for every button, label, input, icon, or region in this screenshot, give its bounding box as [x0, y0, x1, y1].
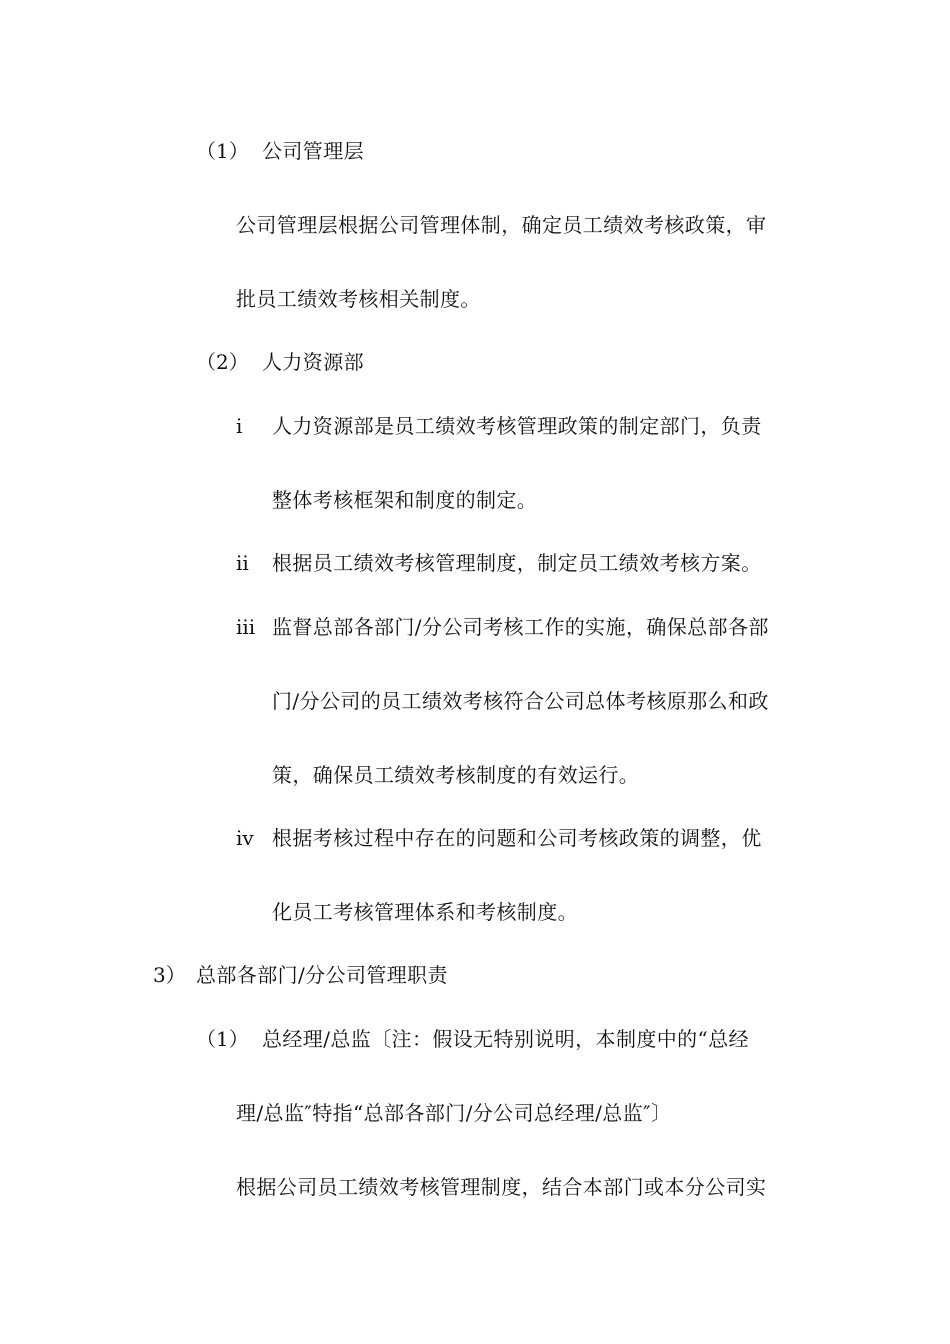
roman-marker: iv	[236, 826, 254, 850]
list-marker: 3）	[153, 963, 186, 987]
list-marker: （1）	[196, 139, 249, 163]
subsection-heading-line: 理/总监″特指“总部各部门/分公司总经理/总监″〕	[236, 1101, 672, 1125]
list-item-line: 化员工考核管理体系和考核制度。	[272, 900, 578, 924]
list-item-line: 监督总部各部门/分公司考核工作的实施，确保总部各部	[272, 615, 769, 639]
paragraph-line: 公司管理层根据公司管理体制，确定员工绩效考核政策，审	[236, 213, 767, 237]
list-item-line: 根据考核过程中存在的问题和公司考核政策的调整，优	[272, 826, 762, 850]
list-item-line: 门/分公司的员工绩效考核符合公司总体考核原那么和政	[272, 689, 769, 713]
section-heading: 总部各部门/分公司管理职责	[196, 963, 448, 987]
list-item-line: 策，确保员工绩效考核制度的有效运行。	[272, 763, 640, 787]
roman-marker: i	[236, 414, 243, 438]
paragraph-line: 根据公司员工绩效考核管理制度，结合本部门或本分公司实	[236, 1175, 767, 1199]
list-item-line: 人力资源部是员工绩效考核管理政策的制定部门，负责	[272, 414, 762, 438]
roman-marker: iii	[236, 615, 256, 639]
list-marker: （1）	[196, 1027, 249, 1051]
list-item-line: 根据员工绩效考核管理制度，制定员工绩效考核方案。	[272, 551, 762, 575]
list-marker: （2）	[196, 350, 249, 374]
section-heading: 公司管理层	[262, 139, 364, 163]
roman-marker: ii	[236, 551, 249, 575]
section-heading: 人力资源部	[262, 350, 364, 374]
paragraph-line: 批员工绩效考核相关制度。	[236, 287, 481, 311]
list-item-line: 整体考核框架和制度的制定。	[272, 488, 538, 512]
subsection-heading-line: 总经理/总监〔注：假设无特别说明，本制度中的“总经	[262, 1027, 749, 1051]
